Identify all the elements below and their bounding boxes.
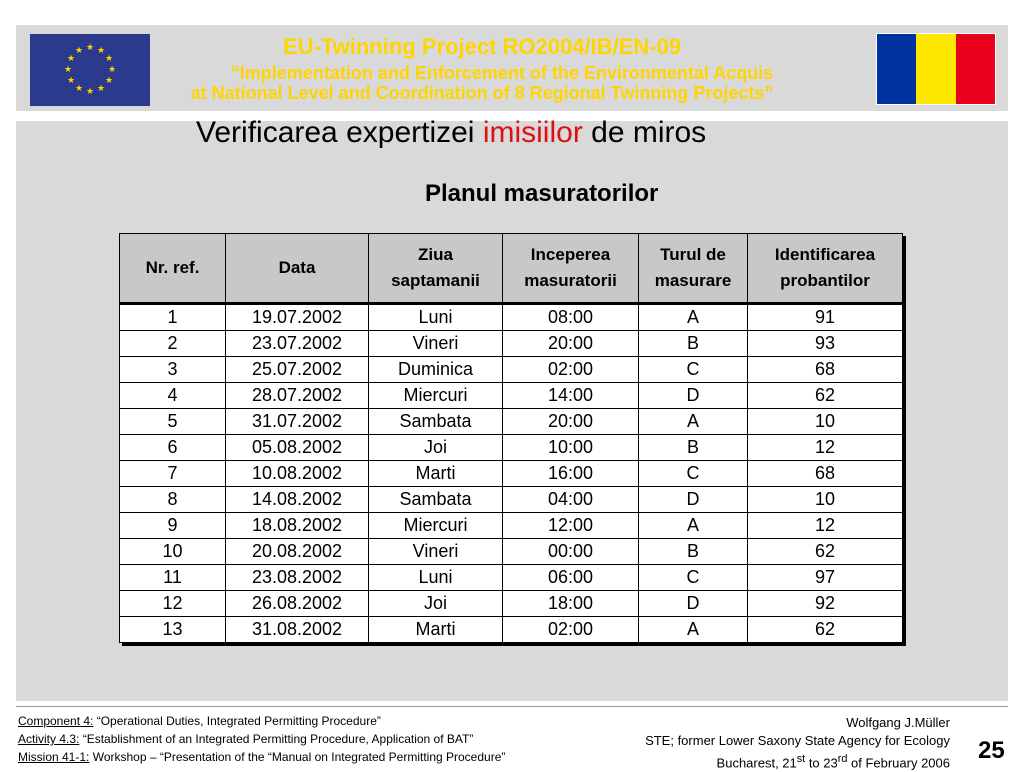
cell-ziua: Joi: [369, 591, 503, 617]
cell-nr-ref: 5: [120, 409, 226, 435]
cell-ora: 12:00: [503, 513, 639, 539]
cell-ziua: Luni: [369, 565, 503, 591]
footer-date-sup1: st: [796, 753, 806, 765]
footer-mission-label: Mission 41-1:: [18, 750, 90, 764]
cell-data: 19.07.2002: [226, 304, 369, 331]
table-row: [120, 487, 903, 513]
cell-data: 31.07.2002: [226, 409, 369, 435]
cell-data: 20.08.2002: [226, 539, 369, 565]
footer-component: [18, 712, 505, 730]
cell-probanti: 62: [748, 539, 903, 565]
svg-text:★: ★: [66, 76, 76, 86]
table-row: [120, 435, 903, 461]
cell-data: 05.08.2002: [226, 435, 369, 461]
cell-ora: 00:00: [503, 539, 639, 565]
footer-date-sup2: rd: [837, 753, 848, 765]
page-number: 25: [978, 737, 1005, 764]
cell-nr-ref: 3: [120, 357, 226, 383]
svg-text:★: ★: [96, 46, 106, 56]
cell-data: 23.07.2002: [226, 331, 369, 357]
table-row: [120, 513, 903, 539]
table-row: [120, 304, 903, 331]
cell-turul: D: [639, 591, 748, 617]
cell-ora: 02:00: [503, 357, 639, 383]
cell-turul: D: [639, 383, 748, 409]
cell-turul: C: [639, 565, 748, 591]
slide-title-part1: Verificarea expertizei: [196, 116, 483, 149]
cell-probanti: 93: [748, 331, 903, 357]
footer-date: [645, 750, 950, 772]
cell-ziua: Duminica: [369, 357, 503, 383]
svg-text:★: ★: [104, 54, 114, 64]
footer-mission-text: Workshop – “Presentation of the “Manual on Integrated Permitting Procedure”: [89, 750, 506, 764]
cell-ziua: Marti: [369, 461, 503, 487]
cell-ora: 14:00: [503, 383, 639, 409]
cell-nr-ref: 6: [120, 435, 226, 461]
table-row: [120, 461, 903, 487]
cell-nr-ref: 12: [120, 591, 226, 617]
cell-probanti: 10: [748, 487, 903, 513]
cell-probanti: 91: [748, 304, 903, 331]
cell-ziua: Sambata: [369, 409, 503, 435]
cell-ora: 20:00: [503, 331, 639, 357]
cell-ziua: Vineri: [369, 539, 503, 565]
cell-turul: B: [639, 539, 748, 565]
header-nr-ref: [120, 234, 226, 304]
cell-ora: 06:00: [503, 565, 639, 591]
footer-date-suffix: of February 2006: [847, 755, 950, 771]
cell-ziua: Miercuri: [369, 513, 503, 539]
cell-turul: B: [639, 331, 748, 357]
slide-title: [196, 116, 706, 150]
table-row: [120, 409, 903, 435]
cell-turul: D: [639, 487, 748, 513]
svg-text:★: ★: [74, 84, 84, 94]
header-turul: [639, 234, 748, 304]
cell-nr-ref: 2: [120, 331, 226, 357]
cell-probanti: 62: [748, 383, 903, 409]
cell-turul: A: [639, 617, 748, 643]
svg-text:★: ★: [96, 84, 106, 94]
cell-probanti: 68: [748, 357, 903, 383]
table-header-row: [120, 234, 903, 304]
footer-divider: [16, 706, 1008, 707]
cell-ziua: Vineri: [369, 331, 503, 357]
cell-probanti: 92: [748, 591, 903, 617]
cell-data: 23.08.2002: [226, 565, 369, 591]
cell-data: 10.08.2002: [226, 461, 369, 487]
table-row: [120, 617, 903, 643]
cell-probanti: 68: [748, 461, 903, 487]
footer-component-label: Component 4:: [18, 714, 94, 728]
cell-probanti: 97: [748, 565, 903, 591]
cell-turul: B: [639, 435, 748, 461]
cell-nr-ref: 1: [120, 304, 226, 331]
table-row: [120, 357, 903, 383]
header-identificarea-text1: Identificarea: [774, 245, 876, 264]
header-nr-ref-text: Nr. ref.: [145, 258, 200, 277]
cell-probanti: 12: [748, 513, 903, 539]
project-subtitle-line2: at National Level and Coordination of 8 Regional Twinning Projects”: [190, 83, 774, 103]
table-row: [120, 591, 903, 617]
svg-text:★: ★: [85, 87, 95, 97]
cell-ziua: Joi: [369, 435, 503, 461]
header-identificarea-text2: probantilor: [780, 271, 870, 290]
cell-data: 31.08.2002: [226, 617, 369, 643]
header-ziua: [369, 234, 503, 304]
svg-text:★: ★: [74, 46, 84, 56]
cell-nr-ref: 9: [120, 513, 226, 539]
cell-nr-ref: 8: [120, 487, 226, 513]
table-heading: Planul masuratorilor: [425, 180, 659, 207]
cell-ora: 08:00: [503, 304, 639, 331]
cell-ora: 20:00: [503, 409, 639, 435]
cell-turul: C: [639, 461, 748, 487]
footer-activity-text: “Establishment of an Integrated Permitting Procedure, Application of BAT”: [79, 732, 474, 746]
cell-nr-ref: 11: [120, 565, 226, 591]
svg-text:★: ★: [85, 43, 95, 53]
slide-title-part2: de miros: [582, 116, 707, 149]
cell-ora: 18:00: [503, 591, 639, 617]
header-turul-text1: Turul de: [660, 245, 726, 264]
project-title: EU-Twinning Project RO2004/IB/EN-09: [282, 34, 682, 59]
header-inceperea-text2: masuratorii: [524, 271, 617, 290]
footer-mission: [18, 748, 505, 766]
cell-nr-ref: 13: [120, 617, 226, 643]
header-data-text: Data: [278, 258, 316, 277]
cell-nr-ref: 4: [120, 383, 226, 409]
cell-ora: 10:00: [503, 435, 639, 461]
cell-ziua: Miercuri: [369, 383, 503, 409]
header-identificarea: [748, 234, 903, 304]
cell-ziua: Sambata: [369, 487, 503, 513]
table-row: [120, 331, 903, 357]
footer-component-text: “Operational Duties, Integrated Permitting Procedure”: [93, 714, 381, 728]
table-row: [120, 383, 903, 409]
header-inceperea: [503, 234, 639, 304]
table-row: [120, 565, 903, 591]
cell-probanti: 12: [748, 435, 903, 461]
cell-nr-ref: 10: [120, 539, 226, 565]
cell-probanti: 62: [748, 617, 903, 643]
footer-author: Wolfgang J.Müller: [846, 715, 950, 730]
svg-text:★: ★: [104, 76, 114, 86]
cell-ora: 02:00: [503, 617, 639, 643]
cell-nr-ref: 7: [120, 461, 226, 487]
cell-data: 25.07.2002: [226, 357, 369, 383]
header-data: [226, 234, 369, 304]
project-subtitle-line1: “Implementation and Enforcement of the Environmental Acquis: [230, 63, 774, 83]
cell-turul: A: [639, 409, 748, 435]
footer-date-prefix: Bucharest, 21: [716, 755, 797, 771]
cell-probanti: 10: [748, 409, 903, 435]
header-ziua-text2: saptamanii: [391, 271, 480, 290]
cell-data: 14.08.2002: [226, 487, 369, 513]
cell-data: 28.07.2002: [226, 383, 369, 409]
footer-agency: STE; former Lower Saxony State Agency for Ecology: [645, 733, 950, 748]
cell-ziua: Luni: [369, 304, 503, 331]
cell-data: 26.08.2002: [226, 591, 369, 617]
cell-ziua: Marti: [369, 617, 503, 643]
footer-right: [645, 714, 950, 772]
header-ziua-text1: Ziua: [418, 245, 453, 264]
svg-text:★: ★: [66, 54, 76, 64]
cell-data: 18.08.2002: [226, 513, 369, 539]
svg-text:★: ★: [107, 65, 117, 75]
header-inceperea-text1: Inceperea: [530, 245, 611, 264]
cell-turul: A: [639, 304, 748, 331]
cell-ora: 16:00: [503, 461, 639, 487]
header-turul-text2: masurare: [654, 271, 732, 290]
slide-title-highlight: imisiilor: [482, 116, 583, 149]
svg-text:★: ★: [63, 65, 73, 75]
footer-left: [18, 712, 505, 766]
footer-date-mid: to 23: [805, 755, 838, 771]
cell-turul: C: [639, 357, 748, 383]
footer-activity-label: Activity 4.3:: [18, 732, 80, 746]
cell-ora: 04:00: [503, 487, 639, 513]
table-row: [120, 539, 903, 565]
cell-turul: A: [639, 513, 748, 539]
measurement-plan-table: [119, 233, 903, 643]
footer-activity: [18, 730, 505, 748]
